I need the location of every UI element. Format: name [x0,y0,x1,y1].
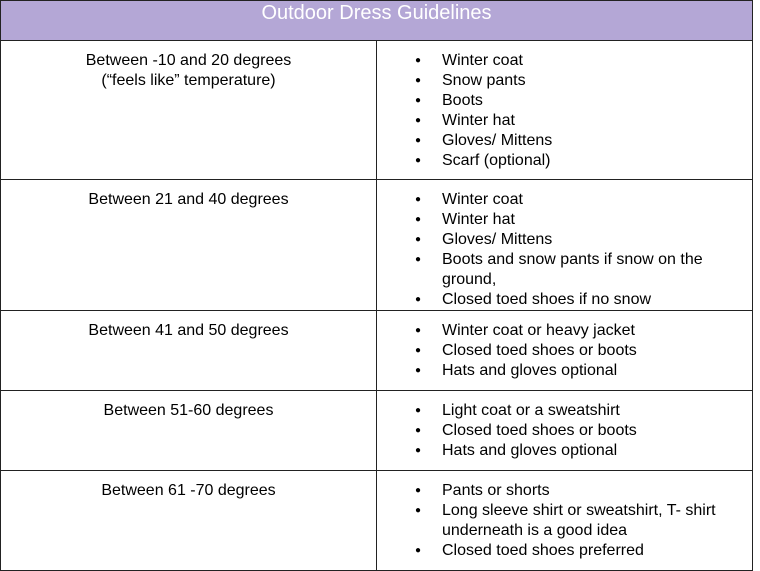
temperature-cell [1,471,377,571]
list-item: ● Winter coat [415,51,738,71]
list-item: ● Long sleeve shirt or sweatshirt, T- shirt underneath is a good idea [415,501,738,541]
temperature-range: Between -10 and 20 degrees [85,52,292,69]
temperature-cell [1,41,377,180]
list-item: ● Boots [415,91,738,111]
list-item: ● Closed toed shoes or boots [415,421,738,441]
table-title-text: Outdoor Dress Guidelines [261,2,492,24]
temperature-cell [1,180,377,311]
list-item: ● Closed toed shoes preferred [415,541,738,561]
list-item: ● Light coat or a sweatshirt [415,401,738,421]
table-row [1,471,753,571]
clothing-cell [377,311,753,391]
temperature-cell [1,311,377,391]
temperature-range: Between 21 and 40 degrees [88,191,289,208]
list-item: ● Closed toed shoes if no snow [415,290,738,310]
list-item: ● Closed toed shoes or boots [415,341,738,361]
temperature-note: (“feels like” temperature) [101,72,276,89]
list-item: ● Boots and snow pants if snow on the ground, [415,250,738,290]
temperature-range: Between 41 and 50 degrees [88,322,289,339]
temperature-range: Between 61 -70 degrees [101,482,276,499]
table-title [1,1,753,41]
list-item: ● Winter coat or heavy jacket [415,321,738,341]
table-row [1,391,753,471]
clothing-cell [377,41,753,180]
list-item: ● Winter hat [415,210,738,230]
clothing-list [377,190,738,310]
list-item: ● Pants or shorts [415,481,738,501]
temperature-cell [1,391,377,471]
temperature-range: Between 51-60 degrees [103,402,274,419]
clothing-cell [377,471,753,571]
clothing-list [377,321,738,381]
clothing-list [377,481,738,561]
list-item: ● Snow pants [415,71,738,91]
list-item: ● Winter coat [415,190,738,210]
table-row [1,41,753,180]
clothing-list [377,51,738,171]
clothing-cell [377,391,753,471]
list-item: ● Hats and gloves optional [415,441,738,461]
table-row [1,311,753,391]
list-item: ● Hats and gloves optional [415,361,738,381]
table-row [1,180,753,311]
list-item: ● Gloves/ Mittens [415,230,738,250]
list-item: ● Scarf (optional) [415,151,738,171]
clothing-cell [377,180,753,311]
list-item: ● Gloves/ Mittens [415,131,738,151]
list-item: ● Winter hat [415,111,738,131]
clothing-list [377,401,738,461]
